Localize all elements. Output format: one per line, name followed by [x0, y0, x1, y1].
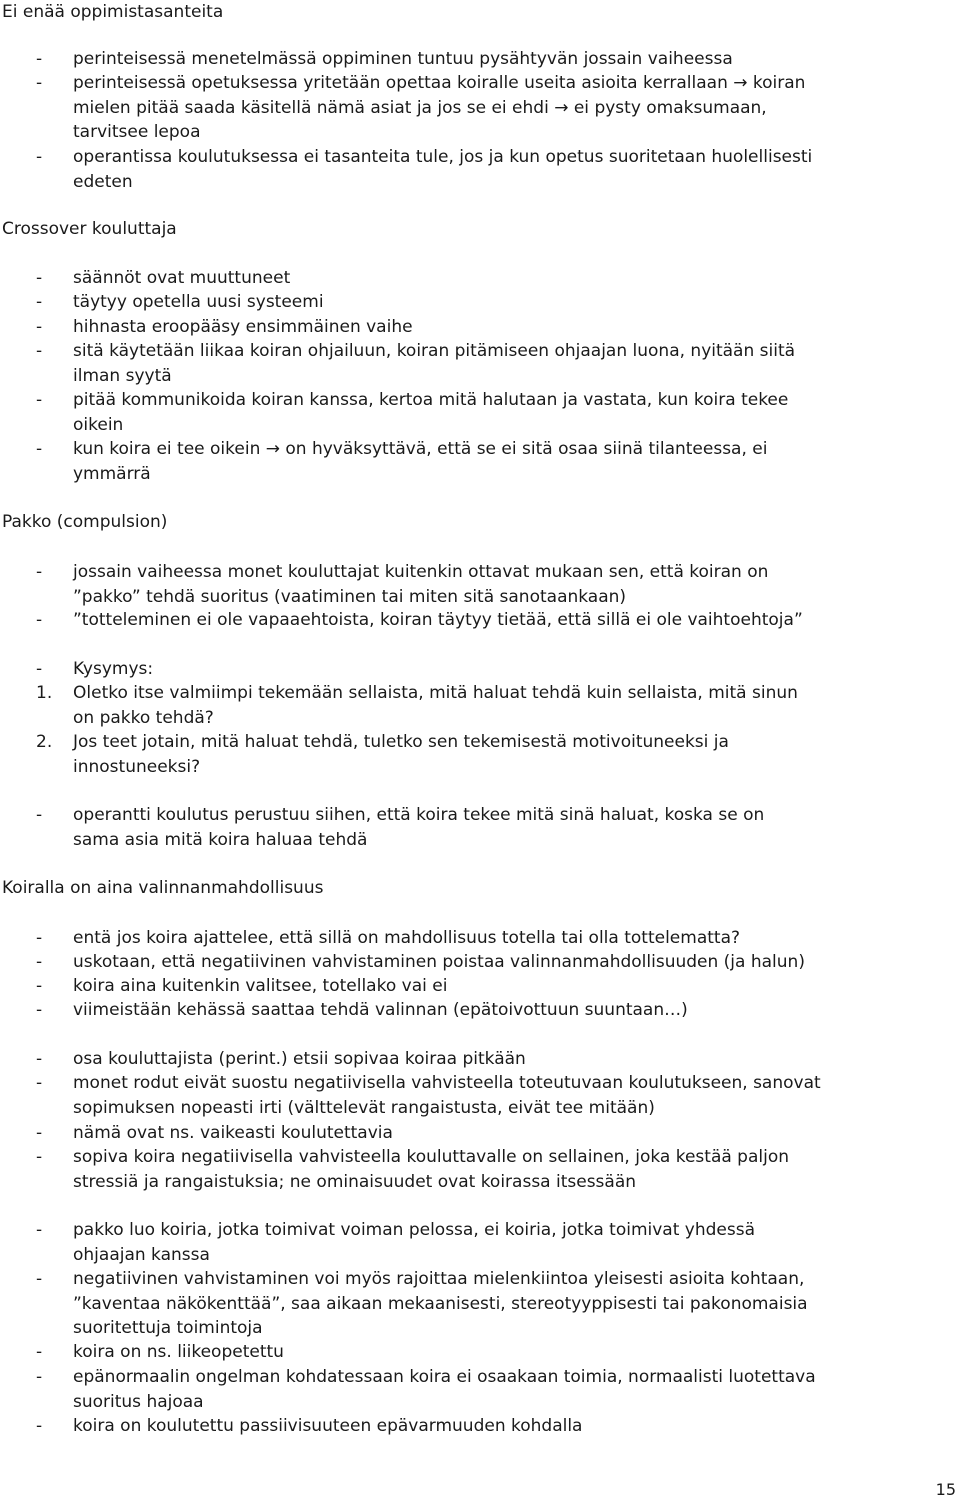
- list-item-text: negatiivinen vahvistaminen voi myös rajoittaa mielenkiintoa yleisesti asioita kohtaan, ”kaventaa näkökenttää”, saa aikaan mekaanisesti, stereotyyppisesti tai pakonomaisia suoritettuja toimintoja: [73, 1269, 808, 1338]
- list-marker: -: [36, 562, 43, 582]
- list-marker: -: [36, 147, 43, 167]
- list-marker: -: [36, 268, 43, 288]
- numbered-question: [0, 730, 955, 779]
- list-marker: -: [36, 1073, 43, 1093]
- list-item-text: Jos teet jotain, mitä haluat tehdä, tuletko sen tekemisestä motivoituneeksi ja innostuneeksi?: [73, 732, 729, 777]
- list-item: [0, 145, 955, 194]
- list-item-text: perinteisessä menetelmässä oppiminen tuntuu pysähtyvän jossain vaiheessa: [73, 49, 733, 69]
- list-marker: -: [36, 1049, 43, 1069]
- page-number: 15: [935, 1480, 956, 1499]
- list-item-text: sopiva koira negatiivisella vahvisteella kouluttavalle on sellainen, joka kestää paljon stressiä ja rangaistuksia; ne ominaisuudet ovat koirassa itsessään: [73, 1147, 790, 1192]
- list-marker: -: [36, 1000, 43, 1020]
- list-item-text: Oletko itse valmiimpi tekemään sellaista, mitä haluat tehdä kuin sellaista, mitä sinun on pakko tehdä?: [73, 683, 798, 728]
- list-marker: -: [36, 1220, 43, 1240]
- list-item-text: monet rodut eivät suostu negatiivisella vahvisteella toteutuvaan koulutukseen, sanovat sopimuksen nopeasti irti (välttelevät rangaistusta, eivät tee mitään): [73, 1073, 821, 1118]
- list-item-text: Kysymys:: [73, 659, 154, 679]
- list-item-text: koira on koulutettu passiivisuuteen epävarmuuden kohdalla: [73, 1416, 583, 1436]
- list-item-text: operantissa koulutuksessa ei tasanteita tule, jos ja kun opetus suoritetaan huolellisesti edeten: [73, 147, 813, 192]
- list-marker: -: [36, 976, 43, 996]
- list-item: [0, 926, 955, 951]
- list-item-text: operantti koulutus perustuu siihen, että koira tekee mitä sinä haluat, koska se on sama asia mitä koira haluaa tehdä: [73, 805, 765, 850]
- list-item: [0, 1365, 955, 1414]
- list-item-text: uskotaan, että negatiivinen vahvistaminen poistaa valinnanmahdollisuuden (ja halun): [73, 952, 805, 972]
- list-marker: -: [36, 390, 43, 410]
- list-item-text: osa kouluttajista (perint.) etsii sopivaa koiraa pitkään: [73, 1049, 526, 1069]
- section-heading-crossover: Crossover kouluttaja: [2, 219, 177, 239]
- list-item-text: ”totteleminen ei ole vapaaehtoista, koiran täytyy tietää, että sillä ei ole vaihtoehtoja”: [73, 610, 803, 630]
- list-item-text: epänormaalin ongelman kohdatessaan koira ei osaakaan toimia, normaalisti luotettava suoritus hajoaa: [73, 1367, 816, 1412]
- list-item-text: säännöt ovat muuttuneet: [73, 268, 291, 288]
- list-item-text: pakko luo koiria, jotka toimivat voiman pelossa, ei koiria, jotka toimivat yhdessä ohjaajan kanssa: [73, 1220, 756, 1265]
- list-marker: -: [36, 805, 43, 825]
- list-number: 1.: [36, 683, 53, 703]
- list-item: [0, 339, 955, 388]
- list-marker: -: [36, 1367, 43, 1387]
- list-marker: -: [36, 341, 43, 361]
- list-item: [0, 998, 955, 1023]
- list-marker: -: [36, 1342, 43, 1362]
- list-item: [0, 437, 955, 486]
- list-item: [0, 1047, 955, 1072]
- list-item: [0, 47, 955, 72]
- list-marker: -: [36, 292, 43, 312]
- list-marker: -: [36, 49, 43, 69]
- list-marker: -: [36, 1416, 43, 1436]
- list-item-text: perinteisessä opetuksessa yritetään opettaa koiralle useita asioita kerrallaan → koiran mielen pitää saada käsitellä nämä asiat ja jos se ei ehdi → ei pysty omaksumaan, tarvitsee lepoa: [73, 73, 806, 142]
- list-item: [0, 950, 955, 975]
- list-item-text: hihnasta eroopääsy ensimmäinen vaihe: [73, 317, 413, 337]
- list-item: [0, 608, 955, 633]
- list-item: [0, 266, 955, 291]
- list-item: [0, 315, 955, 340]
- list-marker: -: [36, 952, 43, 972]
- list-item: [0, 1071, 955, 1120]
- list-number: 2.: [36, 732, 53, 752]
- list-marker: -: [36, 1147, 43, 1167]
- list-marker: -: [36, 1123, 43, 1143]
- list-item-text-multiline: [0, 71, 955, 145]
- list-item-text: nämä ovat ns. vaikeasti koulutettavia: [73, 1123, 393, 1143]
- list-item-text: viimeistään kehässä saattaa tehdä valinnan (epätoivottuun suuntaan…): [73, 1000, 688, 1020]
- list-item-text: sitä käytetään liikaa koiran ohjailuun, koiran pitämiseen ohjaajan luona, nyitään siitä ilman syytä: [73, 341, 796, 386]
- section-heading-plateaus: Ei enää oppimistasanteita: [2, 2, 224, 22]
- list-item: [0, 1267, 955, 1341]
- list-item-text: kun koira ei tee oikein → on hyväksyttävä, että se ei sitä osaa siinä tilanteessa, ei ymmärrä: [73, 439, 768, 484]
- list-item-text: täytyy opetella uusi systeemi: [73, 292, 324, 312]
- section-heading-compulsion: Pakko (compulsion): [2, 512, 168, 532]
- list-marker: -: [36, 317, 43, 337]
- list-item: [0, 1121, 955, 1146]
- list-item: [0, 388, 955, 437]
- section-heading-choice: Koiralla on aina valinnanmahdollisuus: [2, 878, 324, 898]
- list-item: [0, 560, 955, 609]
- list-marker: -: [36, 928, 43, 948]
- list-item: [0, 1414, 955, 1439]
- list-item-text: jossain vaiheessa monet kouluttajat kuitenkin ottavat mukaan sen, että koiran on ”pakko” tehdä suoritus (vaatiminen tai miten sitä sanotaankaan): [73, 562, 769, 607]
- list-item: [0, 290, 955, 315]
- list-item: [0, 657, 955, 682]
- list-item-text: pitää kommunikoida koiran kanssa, kertoa mitä halutaan ja vastata, kun koira tekee oikein: [73, 390, 789, 435]
- list-item: [0, 1145, 955, 1194]
- list-item: [0, 974, 955, 999]
- list-item-text: koira on ns. liikeopetettu: [73, 1342, 284, 1362]
- list-item: [0, 803, 955, 852]
- list-marker: -: [36, 1269, 43, 1289]
- list-marker: -: [36, 439, 43, 459]
- list-marker: -: [36, 73, 43, 93]
- list-marker: -: [36, 610, 43, 630]
- list-marker: -: [36, 659, 43, 679]
- list-item-text: entä jos koira ajattelee, että sillä on mahdollisuus totella tai olla tottelematta?: [73, 928, 741, 948]
- numbered-question: [0, 681, 955, 730]
- list-item: [0, 71, 955, 145]
- list-item-text: koira aina kuitenkin valitsee, totellako vai ei: [73, 976, 448, 996]
- list-item: [0, 1218, 955, 1267]
- list-item: [0, 1340, 955, 1365]
